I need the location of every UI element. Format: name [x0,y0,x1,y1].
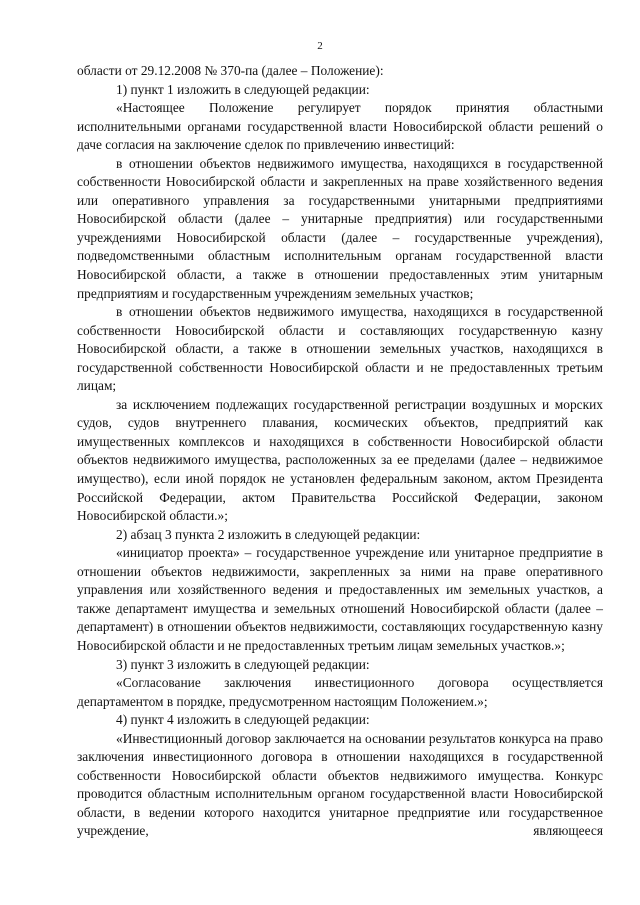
paragraph-item-4-heading: 4) пункт 4 изложить в следующей редакции: [116,712,370,728]
paragraph-item-2-heading: 2) абзац 3 пункта 2 изложить в следующей редакции: [116,526,421,542]
paragraph-item-2-text: «инициатор проекта» – государственное учреждение или унитарное предприятие в отношении объектов недвижимости, закрепленных за ними на праве оперативного управления или хозяйственного ведения и предоставленных им земельных участков, а также департамент имущества и земельных отношений Новосибирской области (далее – департамент) в отношении объектов недвижимости, составляющих государственную казну Новосибирской области и не предоставленных третьим лицам земельных участков.»; [77,545,603,653]
paragraph-item-4-text: «Инвестиционный договор заключается на основании результатов конкурса на право заключения инвестиционного договора в отношении находящихся в государственной собственности Новосибирской области объектов недвижимого имущества. Конкурс проводится областным исполнительным органом государственной власти Новосибирской области, в ведении которого находится унитарное предприятие или государственное учреждение, являющееся [77,730,603,839]
paragraph-item-1-heading: 1) пункт 1 изложить в следующей редакции: [116,81,370,97]
document-body [77,62,603,841]
paragraph-item-3-text: «Согласование заключения инвестиционного договора осуществляется департаментом в порядке, предусмотренном настоящим Положением.»; [77,675,603,709]
paragraph-item-3-heading: 3) пункт 3 изложить в следующей редакции: [116,656,370,672]
paragraph-item-1-quote-start: «Настоящее Положение регулирует порядок принятия областными исполнительными органами государственной власти Новосибирской области решений о даче согласия на заключение сделок по привлечению инвестиций: [77,100,603,153]
paragraph-item-1-clause-c: за исключением подлежащих государственной регистрации воздушных и морских судов, судов внутреннего плавания, космических объектов, предприятий как имущественных комплексов и находящихся в собственности Новосибирской области объектов недвижимого имущества, расположенных за ее пределами (далее – недвижимое имущество), если иной порядок не установлен федеральным законом, актом Президента Российской Федерации, актом Правительства Российской Федерации, законом Новосибирской области.»; [77,396,603,524]
paragraph-intro: области от 29.12.2008 № 370-па (далее – Положение): [77,63,384,78]
paragraph-item-1-clause-b: в отношении объектов недвижимого имущества, находящихся в государственной собственности Новосибирской области и составляющих государственную казну Новосибирской области, а также в отношении земельных участков, находящихся в государственной собственности Новосибирской области и не предоставленных третьим лицам; [77,304,603,394]
page-number: 2 [317,40,323,52]
paragraph-item-1-clause-a: в отношении объектов недвижимого имущества, находящихся в государственной собственности Новосибирской области и закрепленных на праве хозяйственного ведения или оперативного управления за государственными унитарными предприятиями Новосибирской области (далее – унитарные предприятия) или государственными учреждениями Новосибирской области (далее – государственные учреждения), подведомственными областным исполнительным органам государственной власти Новосибирской области, а также в отношении предоставленных этим унитарным предприятиям и государственным учреждениям земельных участков; [77,155,603,301]
